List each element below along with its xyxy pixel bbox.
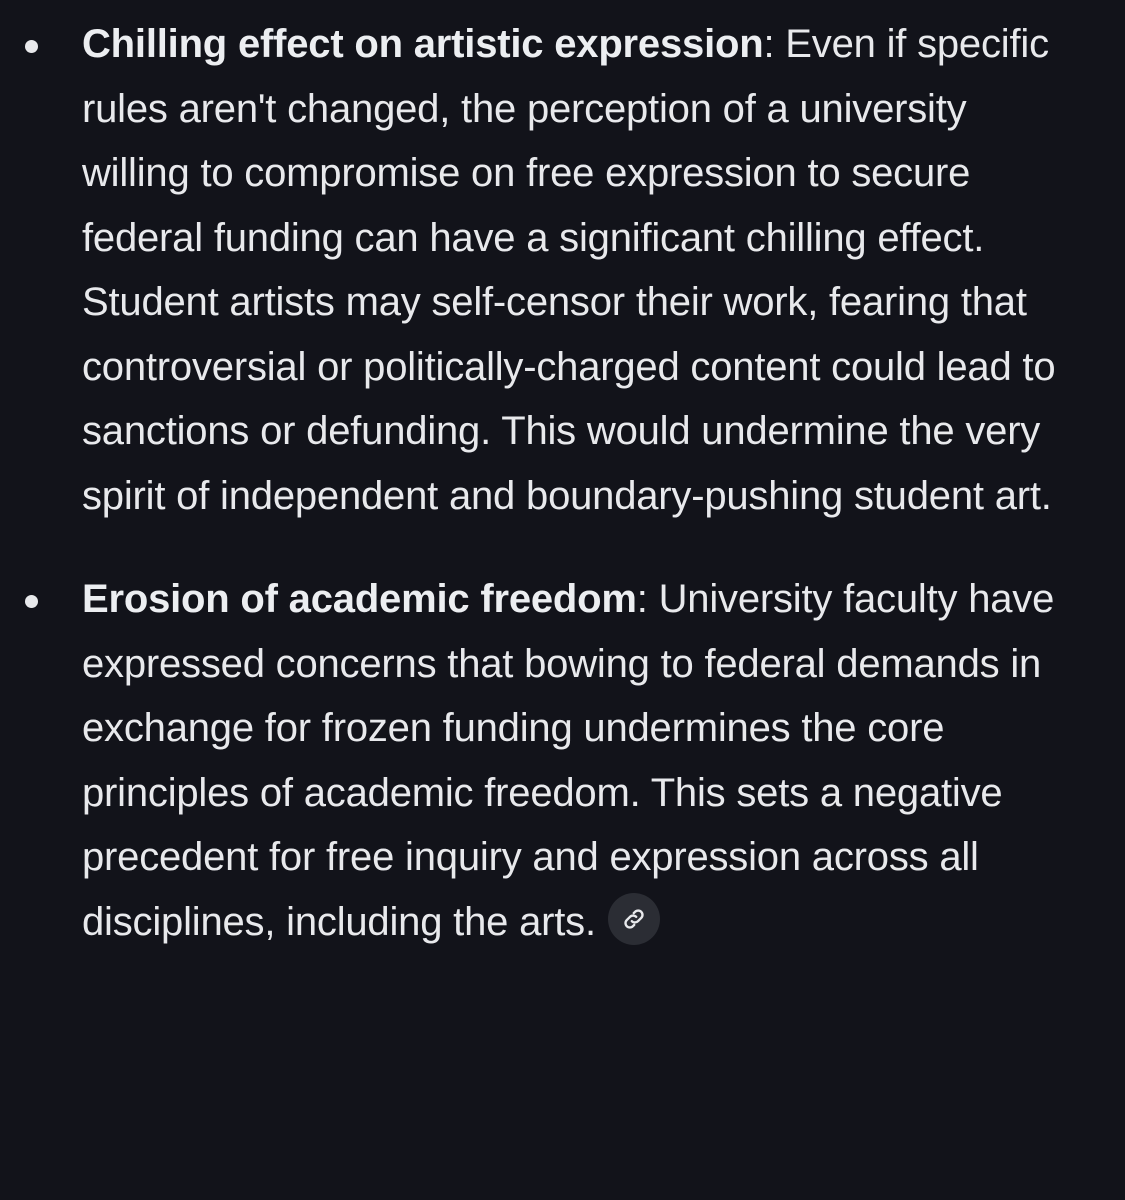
item-separator: :	[636, 577, 648, 621]
item-text: Even if specific rules aren't changed, the perception of a university willing to compromise on free expression to secure federal funding can have a significant chilling effect. Student artists may self-censor their work, fearing that controversial or politically-charged content could lead to sanctions or defunding. This would undermine the very spirit of independent and boundary-pushing student art.	[82, 22, 1056, 518]
list-item	[0, 567, 1125, 954]
item-text: University faculty have expressed concerns that bowing to federal demands in exchange for frozen funding undermines the core principles of academic freedom. This sets a negative precedent for free inquiry and expression across all disciplines, including the arts.	[82, 577, 1055, 944]
item-separator: :	[763, 22, 775, 66]
item-title: Chilling effect on artistic expression	[82, 22, 764, 66]
bullet-list	[0, 12, 1125, 954]
source-link-button[interactable]	[608, 893, 660, 945]
list-item	[0, 12, 1125, 528]
bullet-icon	[25, 40, 38, 53]
bullet-icon	[25, 595, 38, 608]
item-title: Erosion of academic freedom	[82, 577, 637, 621]
link-icon	[621, 906, 647, 932]
response-content	[0, 12, 1125, 993]
